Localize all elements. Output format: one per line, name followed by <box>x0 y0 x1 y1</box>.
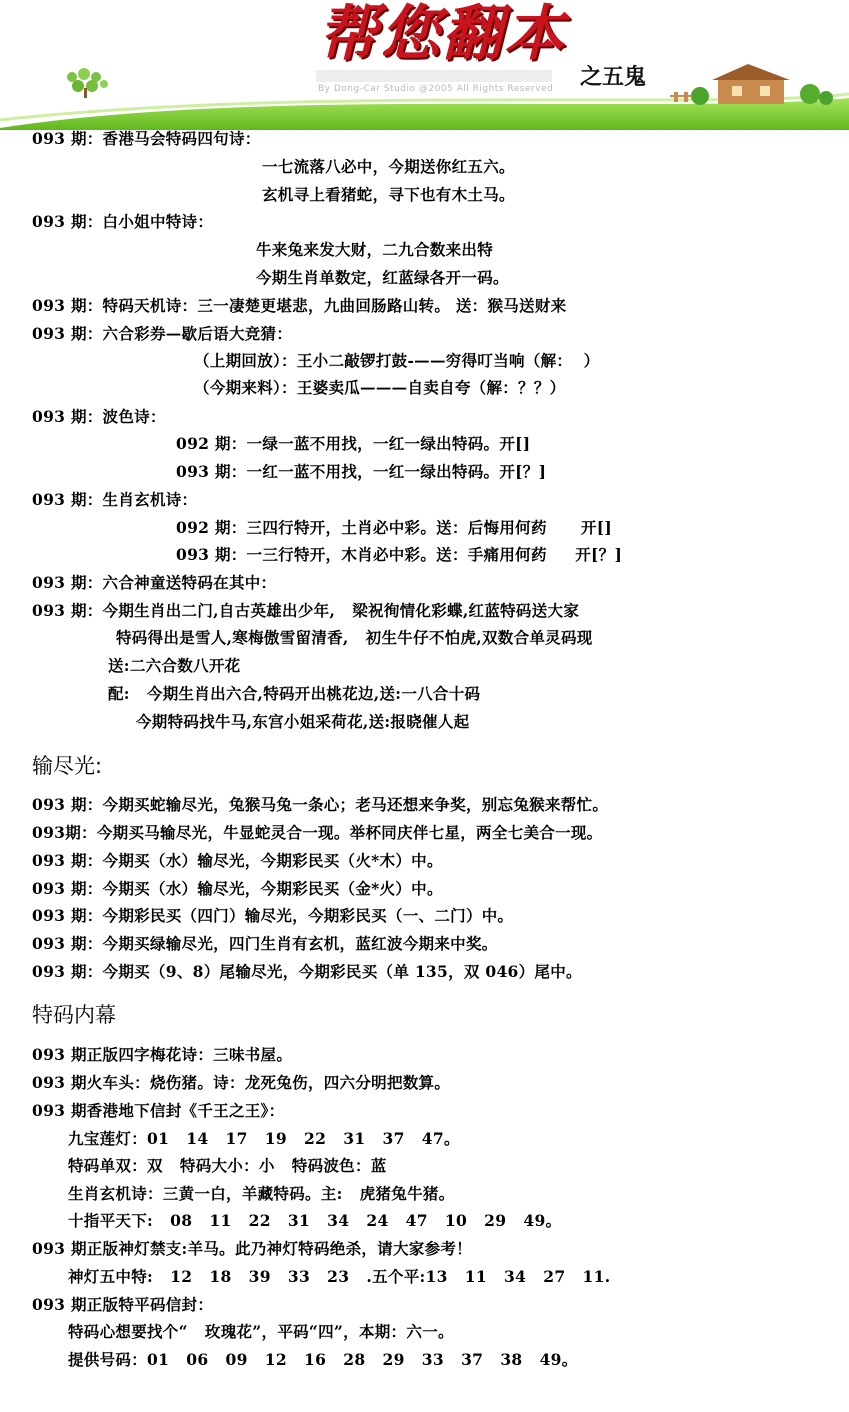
text-line: 093 期：一红一蓝不用找，一红一绿出特码。开[？] <box>176 462 547 481</box>
banner-caption: By Dong-Car Studio @2005 All Rights Reserved <box>318 84 554 94</box>
text-line: 093期：今期买马输尽光，牛显蛇灵合一现。举杯同庆伴七星，两全七美合一现。 <box>32 823 603 842</box>
text-line: 093 期：白小姐中特诗： <box>32 212 214 231</box>
text-line: 提供号码：01 06 09 12 16 28 29 33 37 38 49。 <box>68 1350 578 1369</box>
text-line: 093 期：今期买（水）输尽光，今期彩民买（金*火）中。 <box>32 879 443 898</box>
text-line: （上期回放）：王小二敲锣打鼓-——穷得叮当响（解： ） <box>194 351 600 370</box>
text-line: 093 期正版神灯禁支:羊马。此乃神灯特码绝杀，请大家参考！ <box>32 1239 472 1258</box>
text-line: 092 期：一绿一蓝不用找，一红一绿出特码。开[] <box>176 434 531 453</box>
text-line: 093 期：一三行特开，木肖必中彩。送：手痛用何药 开[？] <box>176 545 623 564</box>
text-line: 093 期：今期生肖出二门,自古英雄出少年, 梁祝徇情化彩蝶,红蓝特码送大家 <box>32 601 580 620</box>
text-line: 093 期：波色诗： <box>32 407 166 426</box>
text-line: 093 期香港地下信封《千王之王》： <box>32 1101 285 1120</box>
text-line: 一七流落八必中，今期送你红五六。 <box>262 157 515 176</box>
text-line: 093 期火车头：烧伤猪。诗：龙死兔伤，四六分明把数算。 <box>32 1073 451 1092</box>
text-line: 093 期：今期彩民买（四门）输尽光，今期彩民买（一、二门）中。 <box>32 906 514 925</box>
banner-subtitle: 之五鬼 <box>580 65 647 90</box>
text-line: 今期生肖单数定，红蓝绿各开一码。 <box>256 268 509 287</box>
text-line: 十指平天下: 08 11 22 31 34 24 47 10 29 49。 <box>68 1211 562 1230</box>
text-line: 特码单双：双 特码大小：小 特码波色：蓝 <box>68 1156 387 1175</box>
section-heading: 输尽光: <box>32 754 103 778</box>
text-line: 093 期：六合神童送特码在其中： <box>32 573 277 592</box>
text-line: 093 期：今期买蛇输尽光，兔猴马兔一条心；老马还想来争奖，别忘兔猴来帮忙。 <box>32 795 609 814</box>
text-line: 093 期：生肖玄机诗： <box>32 490 198 509</box>
text-line: 093 期正版特平码信封： <box>32 1295 214 1314</box>
text-line: 093 期：特码天机诗：三一凄楚更堪悲，九曲回肠路山转。 送：猴马送财来 <box>32 296 567 315</box>
text-line: 牛来兔来发大财，二九合数来出特 <box>256 240 494 259</box>
text-line: 093 期：今期买（水）输尽光，今期彩民买（火*木）中。 <box>32 851 443 870</box>
text-line: 送:二六合数八开花 <box>108 656 241 675</box>
text-line: 配: 今期生肖出六合,特码开出桃花边,送:一八合十码 <box>108 684 481 703</box>
text-line: 093 期正版四字梅花诗：三味书屋。 <box>32 1045 293 1064</box>
text-line: 092 期：三四行特开，土肖必中彩。送：后悔用何药 开[] <box>176 518 612 537</box>
text-line: 093 期：六合彩券—歇后语大竞猜： <box>32 324 293 343</box>
text-line: 特码得出是雪人,寒梅傲雪留清香, 初生牛仔不怕虎,双数合单灵码现 <box>116 628 593 647</box>
text-line: 093 期：今期买绿输尽光，四门生肖有玄机，蓝红波今期来中奖。 <box>32 934 498 953</box>
text-line: 生肖玄机诗：三黄一白，羊藏特码。主: 虎猪兔牛猪。 <box>68 1184 455 1203</box>
text-line: （今期来料）：王婆卖瓜———自卖自夸（解：？？） <box>194 378 566 397</box>
text-line: 玄机寻上看猪蛇，寻下也有木土马。 <box>262 185 515 204</box>
text-line: 神灯五中特: 12 18 39 33 23 .五个平:13 11 34 27 11. <box>68 1267 611 1286</box>
text-line: 特码心想要找个“ 玫瑰花”，平码“四”，本期：六一。 <box>68 1322 454 1341</box>
text-line: 今期特码找牛马,东宫小姐采荷花,送:报晓催人起 <box>136 712 470 731</box>
banner-title: 帮您翻本 <box>318 0 566 69</box>
text-line: 九宝莲灯：01 14 17 19 22 31 37 47。 <box>68 1129 460 1148</box>
section-heading: 特码内幕 <box>32 1003 116 1027</box>
text-line: 093 期：今期买（9、8）尾输尽光，今期彩民买（单 135，双 046）尾中。 <box>32 962 582 981</box>
text-line: 093 期：香港马会特码四句诗： <box>32 129 261 148</box>
